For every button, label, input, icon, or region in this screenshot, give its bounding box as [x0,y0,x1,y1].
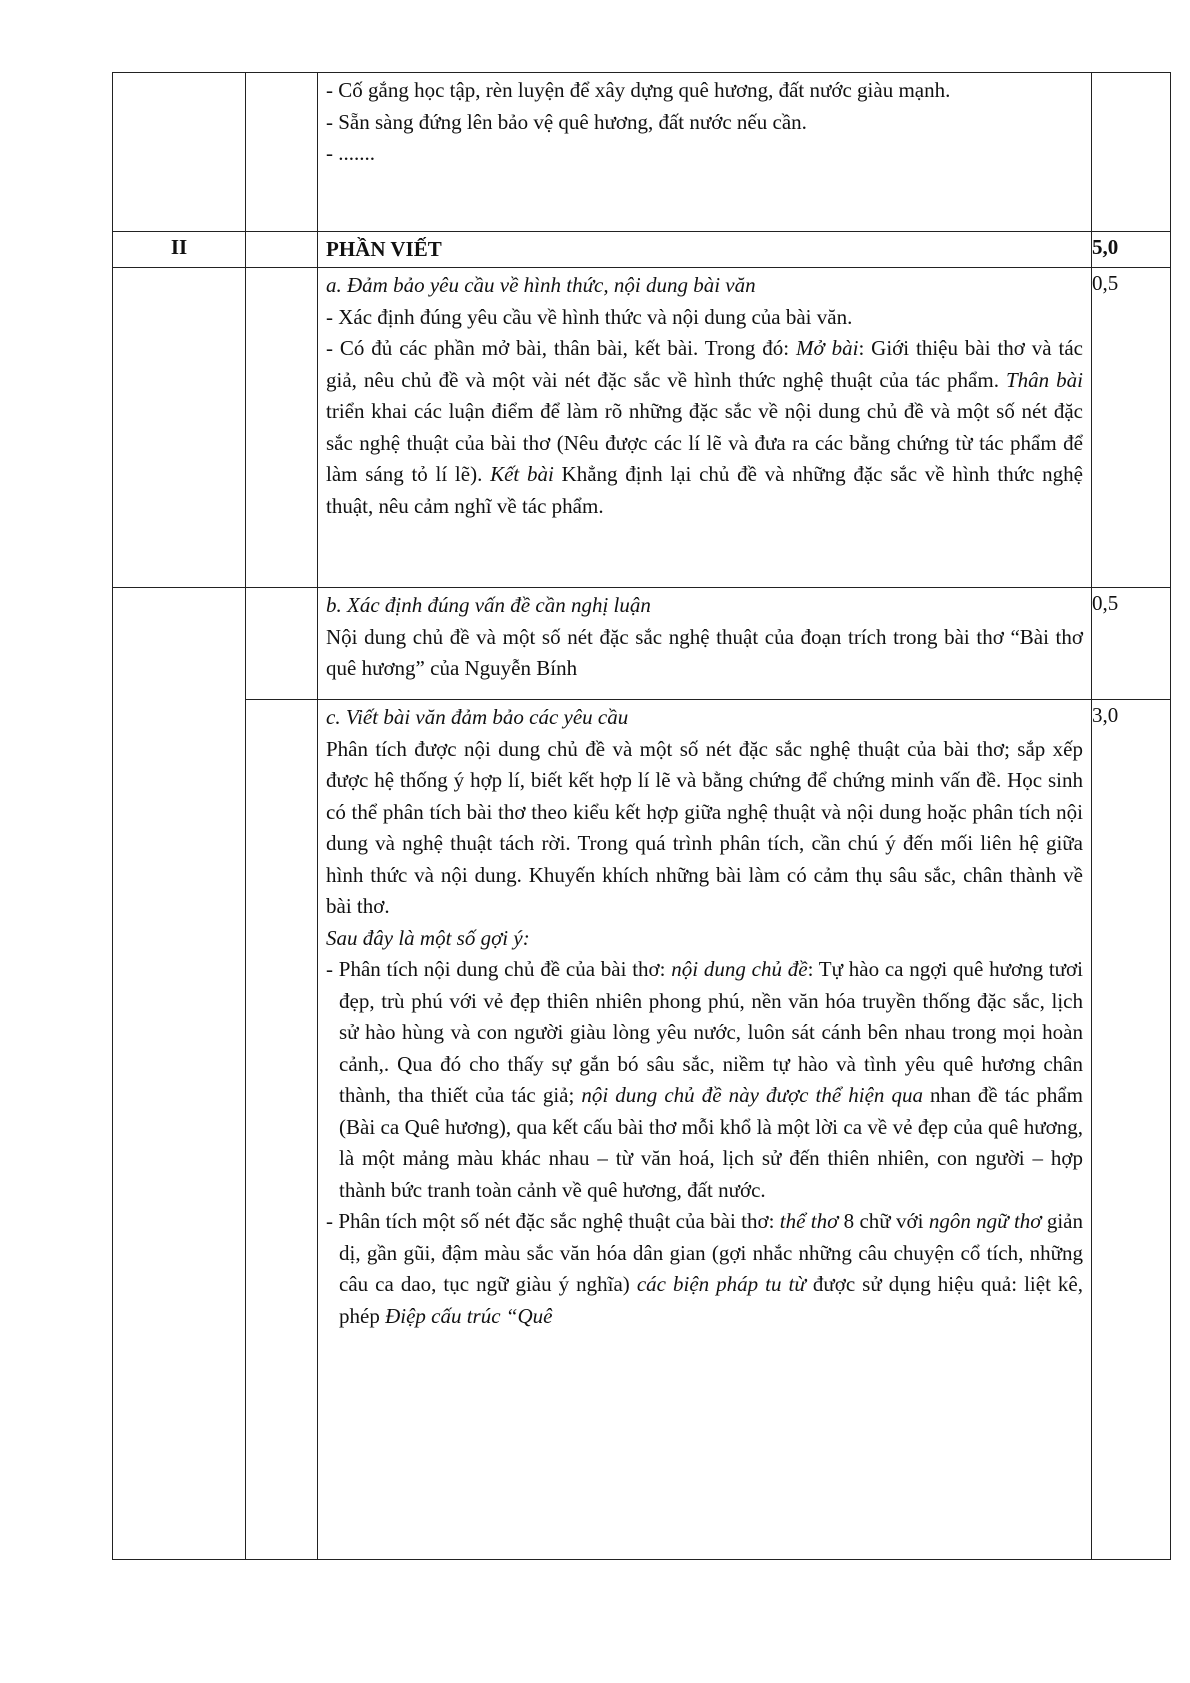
content-cell [318,588,1092,700]
question-cell [246,73,318,232]
table-row [113,268,1171,588]
answer-key-table [112,72,1171,1560]
question-cell [246,268,318,588]
criterion-text: - Có đủ các phần mở bài, thân bài, kết bài. Trong đó: Mở bài: Giới thiệu bài thơ và tác giả, nêu chủ đề và một vài nét đặc sắc về hình thức nghệ thuật của tác phẩm. Thân bài triển khai các luận điểm để làm rõ những đặc sắc về nội dung chủ đề và một số nét đặc sắc nghệ thuật của bài thơ (Nêu được các lí lẽ và đưa ra các bằng chứng từ tác phẩm để làm sáng tỏ lí lẽ). Kết bài Khẳng định lại chủ đề và những đặc sắc về hình thức nghệ thuật, nêu cảm nghĩ về tác phẩm. [326,336,1084,518]
section-title: PHẦN VIẾT [318,232,1092,268]
part-number: II [113,232,246,268]
criterion-heading: c. Viết bài văn đảm bảo các yêu cầu [326,705,629,729]
table-row [113,73,1171,232]
suggestion-content: - Phân tích nội dung chủ đề của bài thơ: nội dung chủ đề: Tự hào ca ngợi quê hương tươi đẹp, trù phú với vẻ đẹp thiên nhiên phong phú, nền văn hóa truyền thống đặc sắc, lịch sử hào hùng và con người giàu lòng yêu nước, luôn sát cánh bên nhau trong mọi hoàn cảnh,. Qua đó cho thấy sự gắn bó sâu sắc, niềm tự hào và tình yêu quê hương chân thành, tha thiết của tác giả; nội dung chủ đề này được thể hiện qua nhan đề tác phẩm (Bài ca Quê hương), qua kết cấu bài thơ mỗi khổ là một lời ca về vẻ đẹp của quê hương, là một mảng màu khác nhau – từ văn hoá, lịch sử đến thiên nhiên, con người – hợp thành bức tranh toàn cảnh về quê hương, đất nước. [326,957,1084,1202]
content-cell [318,700,1092,1560]
table-row [113,700,1171,1560]
question-cell [246,232,318,268]
part-cell [113,588,246,1560]
suggestion-label: Sau đây là một số gợi ý: [326,925,530,950]
list-item: - Cố gắng học tập, rèn luyện để xây dựng quê hương, đất nước giàu mạnh. [326,78,951,102]
table-row [113,588,1171,700]
criterion-heading: b. Xác định đúng vấn đề cần nghị luận [326,593,651,617]
question-cell [246,588,318,700]
section-score: 5,0 [1092,232,1171,268]
criterion-heading: a. Đảm bảo yêu cầu về hình thức, nội dung bài văn [326,273,756,297]
criterion-score: 3,0 [1092,700,1171,1560]
list-item: - ....... [326,141,375,165]
criterion-score: 0,5 [1092,588,1171,700]
criterion-score: 0,5 [1092,268,1171,588]
suggestion-art: - Phân tích một số nét đặc sắc nghệ thuật của bài thơ: thể thơ 8 chữ với ngôn ngữ thơ giản dị, gần gũi, đậm màu sắc văn hóa dân gian (gợi nhắc những câu chuyện cổ tích, những câu ca dao, tục ngữ giàu ý nghĩa) các biện pháp tu từ được sử dụng hiệu quả: liệt kê, phép Điệp cấu trúc “Quê [326,1209,1083,1328]
content-cell [318,268,1092,588]
content-cell [318,73,1092,232]
part-cell [113,268,246,588]
criterion-text: - Xác định đúng yêu cầu về hình thức và nội dung của bài văn. [326,304,853,329]
criterion-text: Nội dung chủ đề và một số nét đặc sắc nghệ thuật của đoạn trích trong bài thơ “Bài thơ quê hương” của Nguyễn Bính [326,624,1083,680]
score-cell [1092,73,1171,232]
part-cell [113,73,246,232]
list-item: - Sẵn sàng đứng lên bảo vệ quê hương, đất nước nếu cần. [326,109,807,134]
criterion-text: Phân tích được nội dung chủ đề và một số nét đặc sắc nghệ thuật của bài thơ; sắp xếp được hệ thống ý hợp lí, biết kết hợp lí lẽ và bằng chứng để chứng minh vấn đề. Học sinh có thể phân tích bài thơ theo kiểu kết hợp giữa nghệ thuật và nội dung hoặc phân tích nội dung và nghệ thuật tách rời. Trong quá trình phân tích, cần chú ý đến mối liên hệ giữa hình thức và nội dung. Khuyến khích những bài làm có cảm thụ sâu sắc, chân thành về bài thơ. [326,736,1083,918]
table-row [113,232,1171,268]
question-cell [246,700,318,1560]
